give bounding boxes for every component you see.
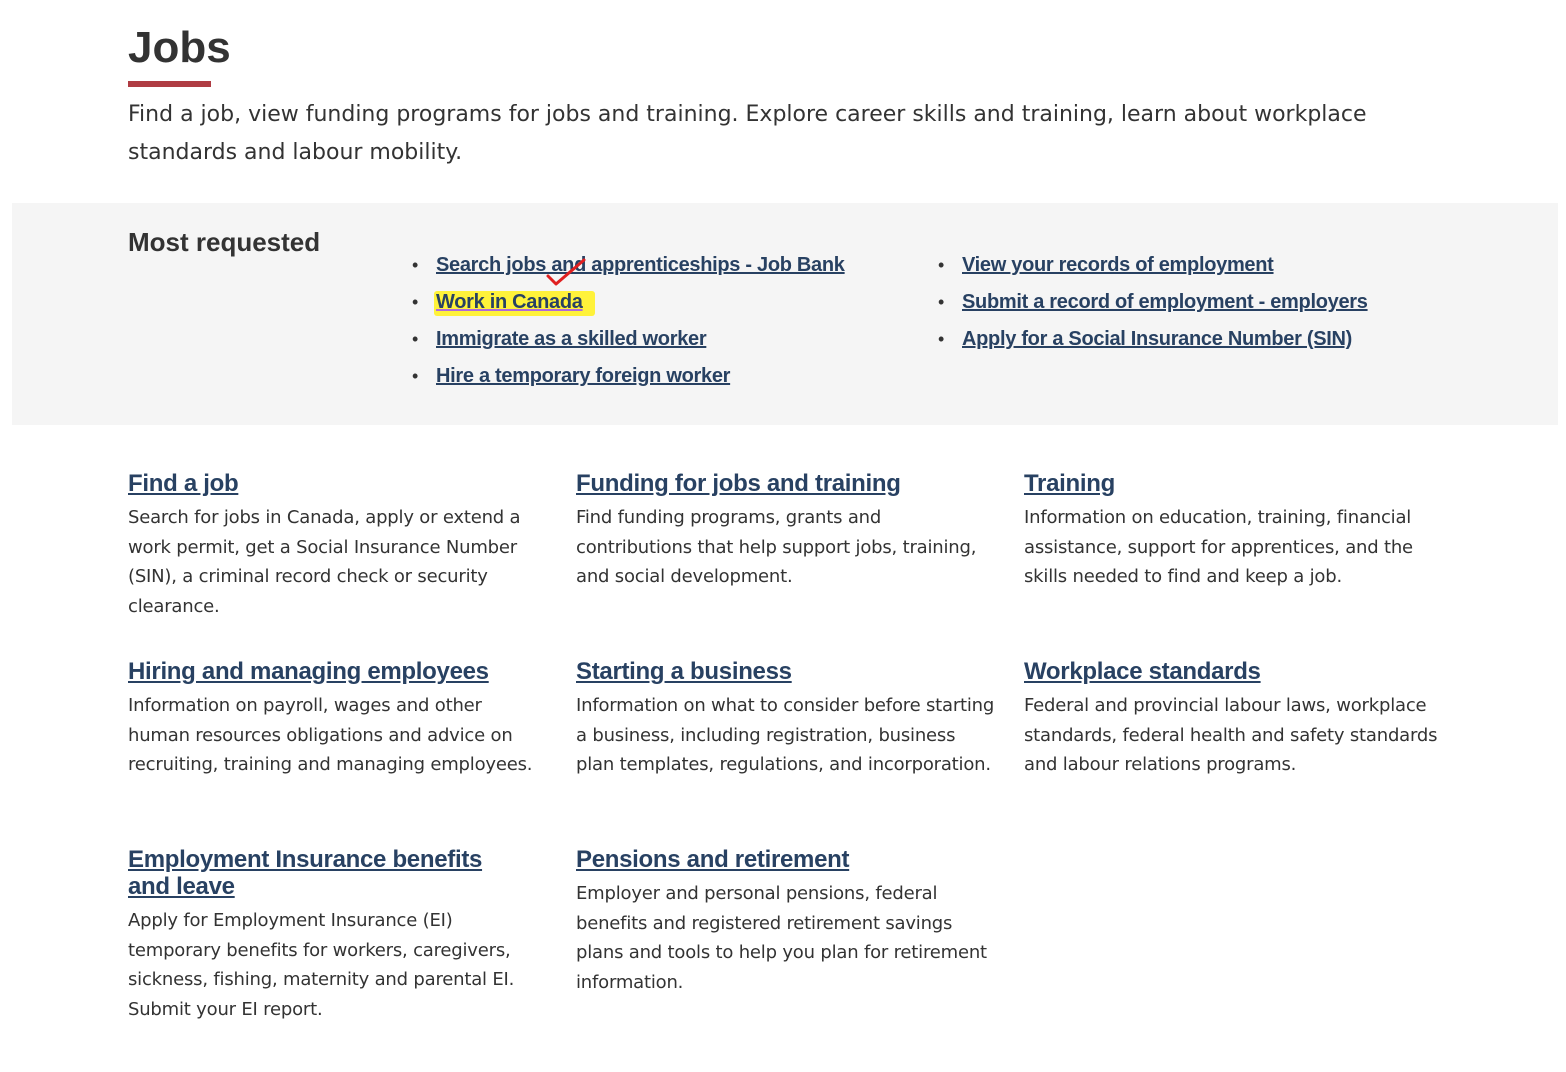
card-description: Information on payroll, wages and other human resources obligations and advice on recruiting, training and managing employees. bbox=[128, 695, 533, 775]
card-funding bbox=[576, 470, 996, 592]
card-training bbox=[1024, 470, 1444, 592]
list-item bbox=[412, 284, 845, 321]
title-underline bbox=[128, 81, 211, 87]
card-pensions bbox=[576, 846, 996, 997]
link-immigrate-skilled-worker[interactable]: Immigrate as a skilled worker bbox=[436, 328, 707, 350]
list-item bbox=[412, 321, 845, 358]
card-employment-insurance bbox=[128, 846, 518, 1024]
link-view-records-of-employment[interactable]: View your records of employment bbox=[962, 254, 1274, 276]
card-title-link[interactable]: Pensions and retirement bbox=[576, 846, 850, 873]
page-title: Jobs bbox=[128, 23, 231, 72]
highlight-marker bbox=[434, 291, 595, 316]
card-title-link[interactable]: Funding for jobs and training bbox=[576, 470, 901, 497]
page-intro: Find a job, view funding programs for jobs and training. Explore career skills and training, learn about workplace standards and labour mobility. bbox=[128, 102, 1367, 165]
bullet-icon: • bbox=[938, 255, 945, 275]
card-title-link[interactable]: Employment Insurance benefits and leave bbox=[128, 846, 483, 900]
card-description: Information on education, training, financial assistance, support for apprentices, and the skills needed to find and keep a job. bbox=[1024, 507, 1413, 587]
most-requested-panel bbox=[12, 203, 1558, 425]
card-title-link[interactable]: Workplace standards bbox=[1024, 658, 1261, 685]
card-find-a-job bbox=[128, 470, 548, 621]
list-item bbox=[938, 247, 1368, 284]
card-description: Find funding programs, grants and contributions that help support jobs, training, and social development. bbox=[576, 507, 977, 587]
card-title-link[interactable]: Find a job bbox=[128, 470, 239, 497]
card-starting-business bbox=[576, 658, 996, 780]
link-work-in-canada[interactable]: Work in Canada bbox=[436, 291, 583, 313]
bullet-icon: • bbox=[412, 255, 419, 275]
bullet-icon: • bbox=[412, 329, 419, 349]
most-requested-list-left bbox=[412, 247, 845, 395]
bullet-icon: • bbox=[938, 292, 945, 312]
card-title-link[interactable]: Starting a business bbox=[576, 658, 792, 685]
list-item bbox=[938, 321, 1368, 358]
list-item bbox=[938, 284, 1368, 321]
card-workplace-standards bbox=[1024, 658, 1444, 780]
link-search-jobs[interactable]: Search jobs and apprenticeships - Job Bank bbox=[436, 254, 845, 276]
bullet-icon: • bbox=[412, 366, 419, 386]
card-title-link[interactable]: Hiring and managing employees bbox=[128, 658, 489, 685]
card-description: Search for jobs in Canada, apply or extend a work permit, get a Social Insurance Number (SIN), a criminal record check or security clearance. bbox=[128, 507, 521, 617]
link-apply-for-sin[interactable]: Apply for a Social Insurance Number (SIN) bbox=[962, 328, 1353, 350]
bullet-icon: • bbox=[938, 329, 945, 349]
card-description: Federal and provincial labour laws, workplace standards, federal health and safety standards and labour relations programs. bbox=[1024, 695, 1438, 775]
card-description: Apply for Employment Insurance (EI) temporary benefits for workers, caregivers, sickness, fishing, maternity and parental EI. Submit your EI report. bbox=[128, 910, 515, 1020]
most-requested-heading: Most requested bbox=[128, 227, 321, 257]
link-hire-temporary-foreign-worker[interactable]: Hire a temporary foreign worker bbox=[436, 365, 731, 387]
card-title-link[interactable]: Training bbox=[1024, 470, 1115, 497]
list-item bbox=[412, 358, 845, 395]
list-item bbox=[412, 247, 845, 284]
bullet-icon: • bbox=[412, 292, 419, 312]
card-hiring bbox=[128, 658, 548, 780]
most-requested-list-right bbox=[938, 247, 1368, 358]
link-submit-record-of-employment[interactable]: Submit a record of employment - employers bbox=[962, 291, 1368, 313]
card-description: Employer and personal pensions, federal benefits and registered retirement savings plans and tools to help you plan for retirement information. bbox=[576, 883, 987, 993]
card-description: Information on what to consider before starting a business, including registration, business plan templates, regulations, and incorporation. bbox=[576, 695, 995, 775]
